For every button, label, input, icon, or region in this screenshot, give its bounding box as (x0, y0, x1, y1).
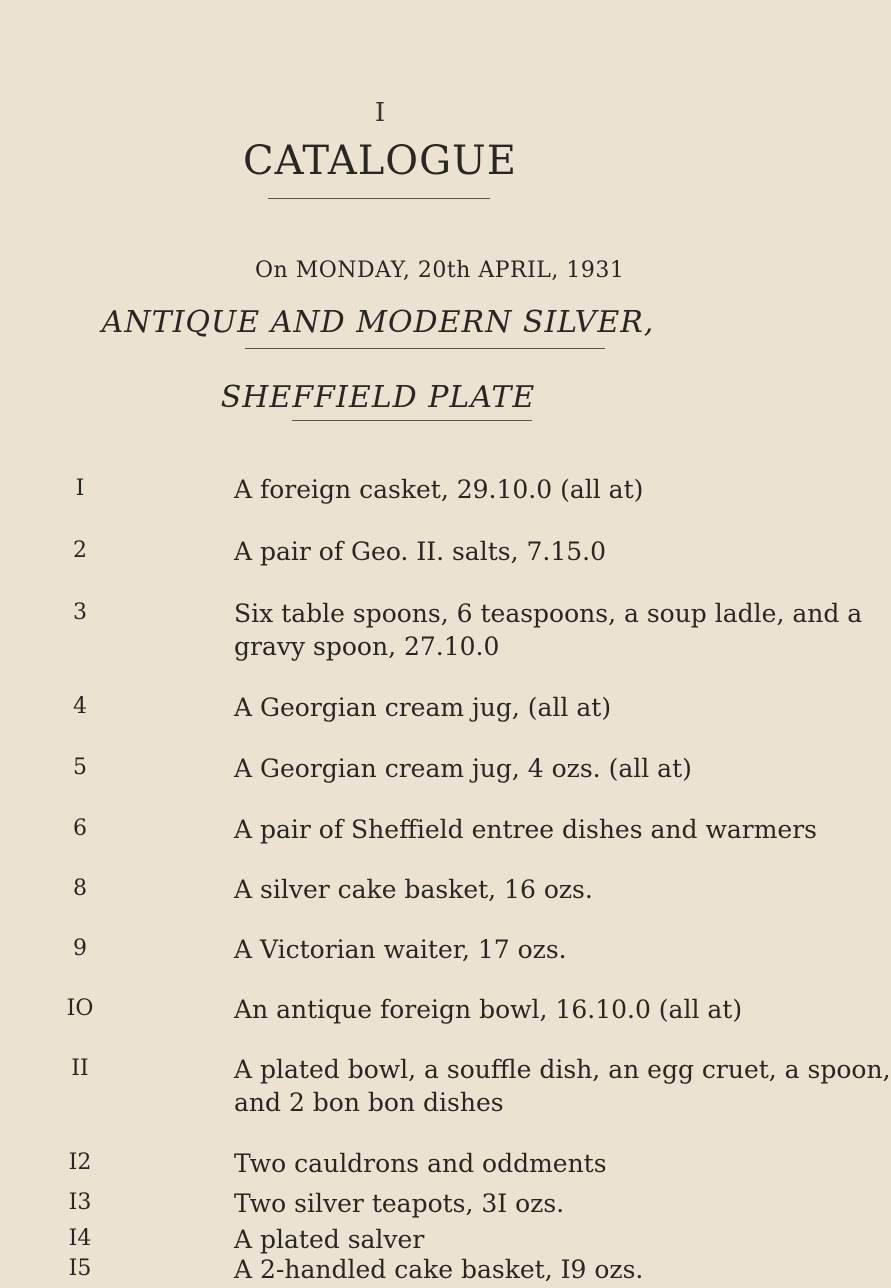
lot-number: 9 (73, 936, 87, 961)
lot-description: A pair of Geo. II. salts, 7.15.0 (234, 537, 606, 566)
lot-description: A 2-handled cake basket, I9 ozs. (234, 1255, 644, 1284)
lot-number: 4 (73, 694, 87, 719)
lot-number: 6 (73, 816, 87, 841)
heading-rule-1 (245, 348, 605, 349)
lot-number: 5 (73, 755, 87, 780)
lot-number: I (75, 476, 85, 501)
lot-description: A Georgian cream jug, 4 ozs. (all at) (234, 754, 692, 783)
lot-description-continued: gravy spoon, 27.10.0 (234, 632, 500, 661)
lot-number: I2 (68, 1150, 92, 1175)
lot-description: A Victorian waiter, 17 ozs. (234, 935, 567, 964)
lot-number: II (71, 1056, 89, 1081)
lot-description: Two cauldrons and oddments (234, 1149, 607, 1178)
section-heading-1: ANTIQUE AND MODERN SILVER, (101, 305, 655, 340)
lot-number: I4 (68, 1226, 92, 1251)
lot-description: A plated bowl, a souffle dish, an egg cruet, a spoon, (234, 1055, 891, 1084)
lot-number: I5 (68, 1256, 92, 1281)
catalogue-title: CATALOGUE (243, 138, 517, 184)
lot-description: A plated salver (234, 1225, 425, 1254)
heading-rule-2 (292, 420, 532, 421)
lot-description: A silver cake basket, 16 ozs. (234, 875, 593, 904)
lot-description: A foreign casket, 29.10.0 (all at) (234, 475, 644, 504)
lot-number: 3 (73, 600, 87, 625)
lot-description: A Georgian cream jug, (all at) (234, 693, 612, 722)
page-number: I (374, 98, 386, 128)
lot-description: Six table spoons, 6 teaspoons, a soup ladle, and a (234, 599, 863, 628)
sale-date: On MONDAY, 20th APRIL, 1931 (255, 258, 625, 283)
title-rule (268, 198, 490, 199)
section-heading-2: SHEFFIELD PLATE (220, 380, 536, 415)
lot-number: I3 (68, 1190, 92, 1215)
lot-description: An antique foreign bowl, 16.10.0 (all at) (234, 995, 743, 1024)
lot-description: Two silver teapots, 3I ozs. (234, 1189, 565, 1218)
lot-number: 2 (73, 538, 87, 563)
lot-number: IO (66, 996, 94, 1021)
lot-number: 8 (73, 876, 87, 901)
lot-description: A pair of Sheffield entree dishes and warmers (234, 815, 817, 844)
lot-description-continued: and 2 bon bon dishes (234, 1088, 504, 1117)
